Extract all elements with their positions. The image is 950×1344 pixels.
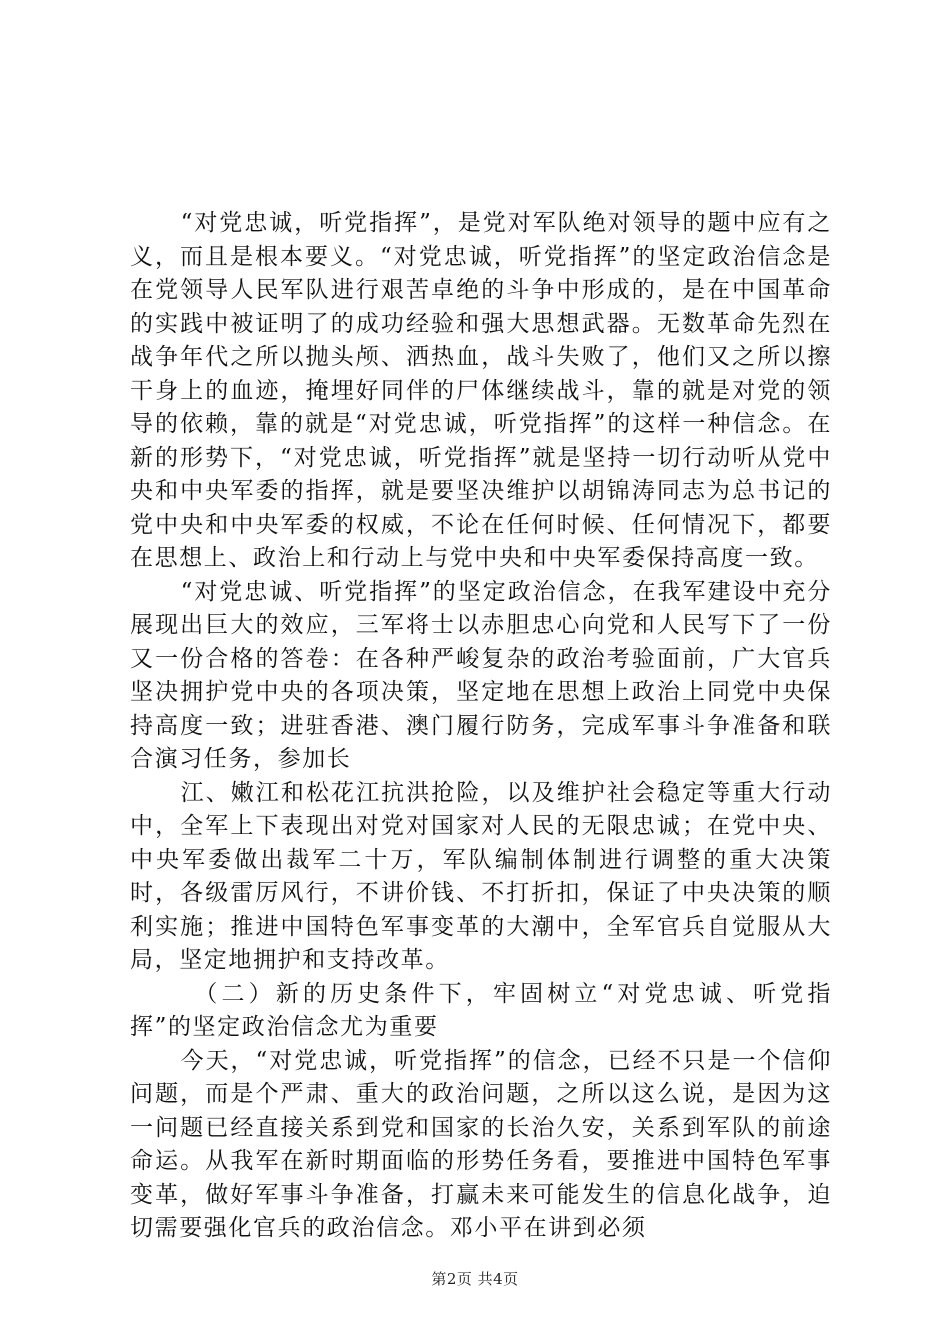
paragraph-today: 今天，“对党忠诚，听党指挥”的信念，已经不只是一个信仰问题，而是个严肃、重大的政治问题，之所以这么说，是因为这一问题已经直接关系到党和国家的长治久安，关系到军队的前途命运。从我军在新时期面临的形势任务看，要推进中国特色军事变革，做好军事斗争准备，打赢未来可能发生的信息化战争，迫切需要强化官兵的政治信念。邓小平在讲到必须 xyxy=(130,1047,832,1241)
body-text xyxy=(130,207,832,1246)
section-heading: （二）新的历史条件下，牢固树立“对党忠诚、听党指挥”的坚定政治信念尤为重要 xyxy=(130,980,832,1040)
paragraph-flood-relief: 江、嫩江和松花江抗洪抢险，以及维护社会稳定等重大行动中，全军上下表现出对党对国家对人民的无限忠诚；在党中央、中央军委做出裁军二十万，军队编制体制进行调整的重大决策时，各级雷厉风行，不讲价钱、不打折扣，保证了中央决策的顺利实施；推进中国特色军事变革的大潮中，全军官兵自觉服从大局，坚定地拥护和支持改革。 xyxy=(130,779,832,973)
paragraph-political-conviction: “对党忠诚、听党指挥”的坚定政治信念，在我军建设中充分展现出巨大的效应，三军将士以赤胆忠心向党和人民写下了一份又一份合格的答卷：在各种严峻复杂的政治考验面前，广大官兵坚决拥护党中央的各项决策，坚定地在思想上政治上同党中央保持高度一致；进驻香港、澳门履行防务，完成军事斗争准备和联合演习任务，参加长 xyxy=(130,578,832,772)
paragraph-loyalty-definition: “对党忠诚，听党指挥”，是党对军队绝对领导的题中应有之义，而且是根本要义。“对党忠诚，听党指挥”的坚定政治信念是在党领导人民军队进行艰苦卓绝的斗争中形成的，是在中国革命的实践中被证明了的成功经验和强大思想武器。无数革命先烈在战争年代之所以抛头颅、洒热血，战斗失败了，他们又之所以擦干身上的血迹，掩埋好同伴的尸体继续战斗，靠的就是对党的领导的依赖，靠的就是“对党忠诚，听党指挥”的这样一种信念。在新的形势下，“对党忠诚，听党指挥”就是坚持一切行动听从党中央和中央军委的指挥，就是要坚决维护以胡锦涛同志为总书记的党中央和中央军委的权威，不论在任何时候、任何情况下，都要在思想上、政治上和行动上与党中央和中央军委保持高度一致。 xyxy=(130,210,832,571)
page-footer: 第2页 共4页 xyxy=(431,1270,519,1288)
